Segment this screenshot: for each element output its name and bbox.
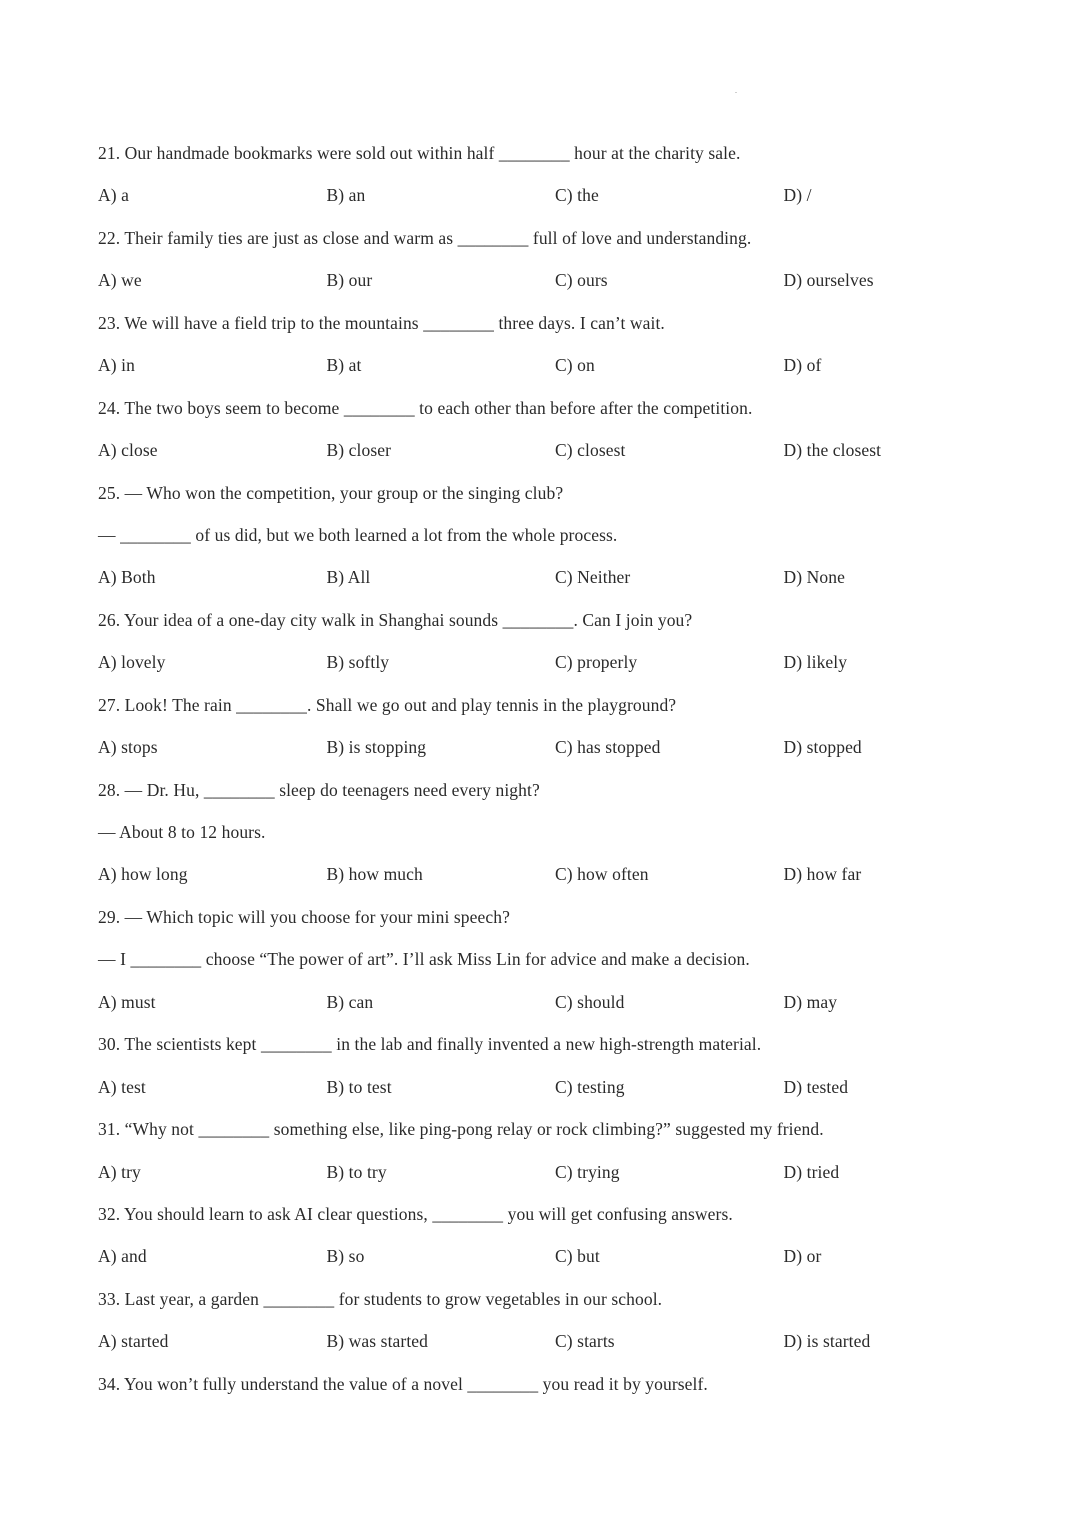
question-line: — ________ of us did, but we both learned a lot from the whole process. — [98, 524, 618, 545]
option-a: A) try — [98, 1161, 141, 1182]
option-row — [98, 1243, 998, 1285]
option-c: C) closest — [555, 440, 626, 461]
option-c: C) the — [555, 185, 599, 206]
option-a: A) stops — [98, 737, 158, 758]
option-d: D) or — [783, 1246, 822, 1267]
option-a: A) must — [98, 991, 156, 1012]
question-line: 27. Look! The rain ________. Shall we go out and play tennis in the playground? — [98, 694, 677, 715]
option-row — [98, 352, 998, 394]
question-line: 33. Last year, a garden ________ for students to grow vegetables in our school. — [98, 1288, 663, 1309]
option-row — [98, 267, 998, 309]
question-line: 22. Their family ties are just as close and warm as ________ full of love and understanding. — [98, 227, 752, 248]
option-d: D) likely — [783, 652, 848, 673]
option-b: B) can — [326, 991, 374, 1012]
question-line: 21. Our handmade bookmarks were sold out within half ________ hour at the charity sale. — [98, 143, 741, 163]
question-line: 23. We will have a field trip to the mountains ________ three days. I can’t wait. — [98, 312, 665, 333]
option-row — [98, 989, 998, 1031]
option-c: C) on — [555, 355, 595, 376]
option-b: B) to test — [326, 1076, 392, 1097]
option-row — [98, 734, 998, 776]
option-d: D) tried — [783, 1161, 840, 1182]
option-c: C) ours — [555, 270, 608, 291]
question-line: 25. — Who won the competition, your group or the singing club? — [98, 482, 564, 503]
option-a: A) lovely — [98, 652, 166, 673]
option-row — [98, 182, 998, 224]
question-line: 24. The two boys seem to become ________ to each other than before after the competition. — [98, 397, 753, 418]
option-b: B) to try — [326, 1161, 387, 1182]
question-line: 28. — Dr. Hu, ________ sleep do teenagers need every night? — [98, 779, 540, 800]
option-b: B) was started — [326, 1331, 429, 1352]
option-d: D) ourselves — [783, 270, 874, 291]
option-row — [98, 1328, 998, 1370]
question-line: — About 8 to 12 hours. — [98, 822, 266, 842]
option-a: A) started — [98, 1331, 169, 1352]
option-row — [98, 649, 998, 691]
option-c: C) trying — [555, 1161, 620, 1182]
option-c: C) Neither — [555, 567, 631, 588]
option-b: B) so — [326, 1246, 365, 1267]
question-line: 34. You won’t fully understand the value of a novel ________ you read it by yourself. — [98, 1373, 708, 1394]
option-d: D) of — [783, 355, 822, 376]
option-a: A) test — [98, 1076, 146, 1097]
option-c: C) should — [555, 991, 625, 1012]
option-a: A) how long — [98, 864, 188, 885]
option-b: B) All — [326, 567, 371, 588]
option-c: C) testing — [555, 1076, 625, 1097]
question-line: 30. The scientists kept ________ in the lab and finally invented a new high-strength material. — [98, 1034, 762, 1055]
option-d: D) how far — [783, 864, 862, 885]
question-line: — I ________ choose “The power of art”. I’ll ask Miss Lin for advice and make a decision. — [98, 949, 750, 970]
option-d: D) is started — [783, 1331, 871, 1352]
option-b: B) softly — [326, 652, 390, 673]
option-b: B) is stopping — [326, 737, 427, 758]
option-row — [98, 437, 998, 479]
option-d: D) tested — [783, 1076, 849, 1097]
option-c: C) starts — [555, 1331, 615, 1352]
option-row — [98, 564, 998, 606]
worksheet-page — [98, 140, 998, 1413]
option-d: D) None — [783, 567, 845, 588]
option-c: C) properly — [555, 652, 638, 673]
option-d: D) stopped — [783, 737, 862, 758]
option-a: A) Both — [98, 567, 156, 588]
option-d: D) the closest — [783, 440, 882, 461]
option-b: B) our — [326, 270, 373, 291]
option-row — [98, 861, 998, 903]
question-line: 31. “Why not ________ something else, like ping-pong relay or rock climbing?” suggested my friend. — [98, 1119, 824, 1140]
option-a: A) a — [98, 185, 130, 206]
option-row — [98, 1159, 998, 1201]
option-c: C) has stopped — [555, 737, 661, 758]
option-row — [98, 1074, 998, 1116]
option-b: B) closer — [326, 440, 392, 461]
option-d: D) may — [783, 991, 838, 1012]
option-a: A) and — [98, 1246, 147, 1267]
option-a: A) in — [98, 355, 135, 376]
option-a: A) we — [98, 270, 142, 291]
question-line: 29. — Which topic will you choose for your mini speech? — [98, 906, 510, 927]
option-b: B) how much — [326, 864, 423, 885]
option-a: A) close — [98, 440, 158, 461]
question-line: 32. You should learn to ask AI clear questions, ________ you will get confusing answers. — [98, 1203, 733, 1224]
option-c: C) how often — [555, 864, 649, 885]
option-b: B) an — [326, 185, 366, 206]
question-line: 26. Your idea of a one-day city walk in Shanghai sounds ________. Can I join you? — [98, 609, 693, 630]
option-b: B) at — [326, 355, 362, 376]
scan-speck — [735, 92, 737, 93]
option-c: C) but — [555, 1246, 600, 1267]
option-d: D) / — [783, 185, 812, 206]
